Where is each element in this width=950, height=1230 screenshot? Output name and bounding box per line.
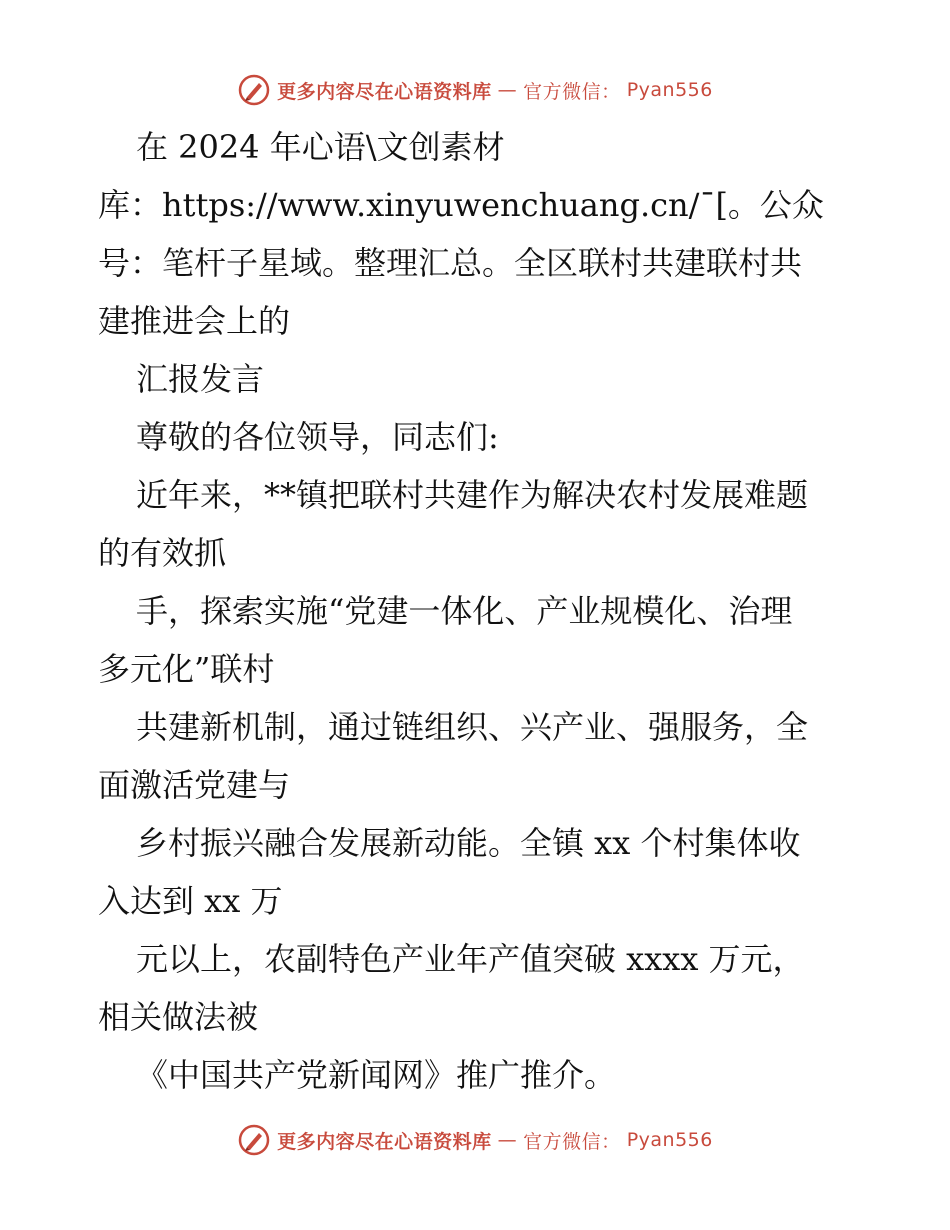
watermark-separator: — <box>497 1129 518 1151</box>
doc-line: 建推进会上的 <box>98 302 291 340</box>
doc-line: 的有效抓 <box>98 534 227 572</box>
watermark-brand: 更多内容尽在心语资料库 <box>277 80 492 103</box>
doc-line: 库：https://www.xinyuwenchuang.cn/¯[。公众 <box>98 186 824 224</box>
footer-watermark <box>0 1120 950 1160</box>
doc-line: 多元化”联村 <box>98 650 275 688</box>
pen-circle-logo-icon <box>237 1123 271 1157</box>
document-body <box>98 118 858 1104</box>
watermark-official: 官方微信： <box>523 1130 621 1153</box>
watermark-wechat-id: Pyan556 <box>626 79 713 101</box>
watermark-brand: 更多内容尽在心语资料库 <box>277 1130 492 1153</box>
doc-line: 《中国共产党新闻网》推广推介。 <box>136 1056 617 1094</box>
doc-line: 面激活党建与 <box>98 766 291 804</box>
doc-line: 相关做法被 <box>98 998 259 1036</box>
pen-circle-logo-icon <box>237 73 271 107</box>
doc-line: 尊敬的各位领导，同志们: <box>136 418 499 456</box>
doc-line: 号：笔杆子星域。整理汇总。全区联村共建联村共 <box>98 244 803 282</box>
doc-line: 汇报发言 <box>136 360 265 398</box>
watermark-separator: — <box>497 79 518 101</box>
doc-line: 乡村振兴融合发展新动能。全镇 xx 个村集体收 <box>136 824 801 862</box>
watermark-official: 官方微信： <box>523 80 621 103</box>
watermark-wechat-id: Pyan556 <box>626 1129 713 1151</box>
doc-line: 入达到 xx 万 <box>98 882 283 920</box>
doc-line: 在 2024 年心语\文创素材 <box>136 128 505 166</box>
header-watermark <box>0 70 950 110</box>
doc-line: 共建新机制，通过链组织、兴产业、强服务，全 <box>136 708 809 746</box>
doc-line: 近年来，**镇把联村共建作为解决农村发展难题 <box>136 476 809 514</box>
doc-line: 手，探索实施“党建一体化、产业规模化、治理 <box>136 592 793 630</box>
doc-line: 元以上，农副特色产业年产值突破 xxxx 万元， <box>136 940 805 978</box>
